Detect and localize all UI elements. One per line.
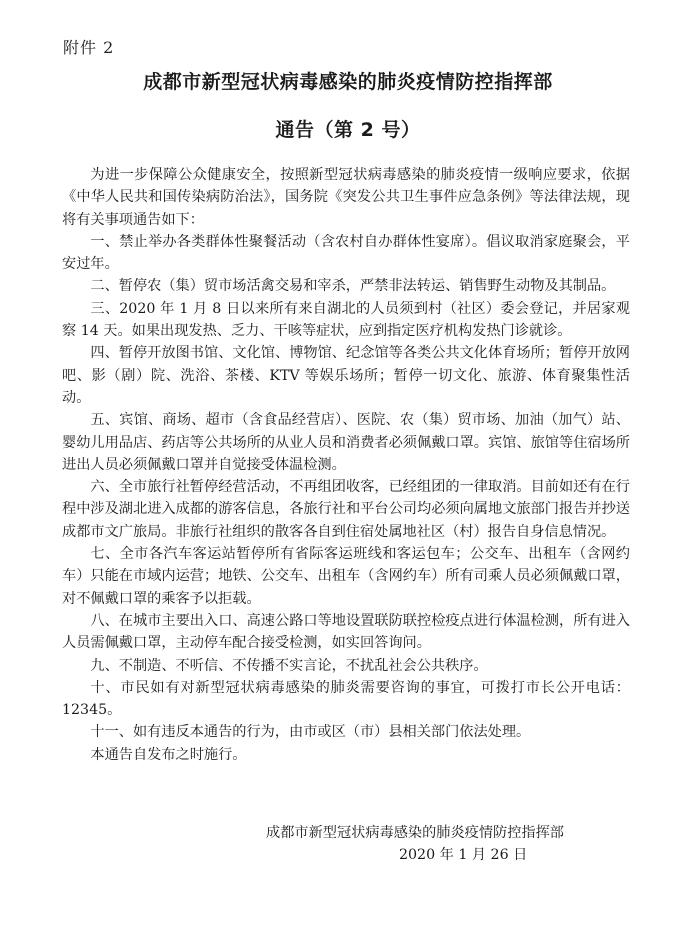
paragraph-item-5: 五、宾馆、商场、超市（含食品经营店）、医院、农（集）贸市场、加油（加气）站、婴幼儿用品店、药店等公共场所的从业人员和消费者必须佩戴口罩。宾馆、旅馆等住宿场所进出人员必须佩戴口罩并自觉接受体温检测。 (62, 412, 630, 473)
paragraph-item-1: 一、禁止举办各类群体性聚餐活动（含农村自办群体性宴席）。倡议取消家庭聚会，平安过年。 (62, 233, 630, 273)
paragraph-item-11: 十一、如有违反本通告的行为，由市或区（市）县相关部门依法处理。 (90, 724, 531, 741)
document-subtitle: 通告（第 2 号） (275, 119, 421, 141)
paragraph-item-10: 十、市民如有对新型冠状病毒感染的肺炎需要咨询的事宜，可拨打市长公开电话：12345。 (62, 679, 630, 719)
paragraph-item-3: 三、2020 年 1 月 8 日以来所有来自湖北的人员须到村（社区）委会登记，并居家观察 14 天。如果出现发热、乏力、干咳等症状，应到指定医疗机构发热门诊就诊。 (62, 300, 630, 340)
signature-block (266, 822, 626, 867)
paragraph-item-6: 六、全市旅行社暂停经营活动，不再组团收客，已经组团的一律取消。目前如还有在行程中涉及湖北进入成都的游客信息，各旅行社和平台公司均必须向属地文旅部门报告并抄送成都市文广旅局。非旅行社组织的散客各自到住宿处属地社区（村）报告自身信息情况。 (62, 479, 630, 540)
signature-organization: 成都市新型冠状病毒感染的肺炎疫情防控指挥部 (266, 825, 564, 841)
signature-date: 2020 年 1 月 26 日 (399, 847, 528, 864)
document-body (62, 164, 630, 766)
paragraph-item-7: 七、全市各汽车客运站暂停所有省际客运班线和客运包车；公交车、出租车（含网约车）只能在市域内运营；地铁、公交车、出租车（含网约车）所有司乘人员必须佩戴口罩，对不佩戴口罩的乘客予以拒载。 (62, 546, 630, 607)
paragraph-item-9: 九、不制造、不听信、不传播不实言论，不扰乱社会公共秩序。 (90, 657, 488, 674)
paragraph-intro: 为进一步保障公众健康安全，按照新型冠状病毒感染的肺炎疫情一级响应要求，依据《中华人民共和国传染病防治法》，国务院《突发公共卫生事件应急条例》等法律法规，现将有关事项通告如下： (62, 167, 630, 228)
paragraph-item-8: 八、在城市主要出入口、高速公路口等地设置联防联控检疫点进行体温检测，所有进入人员需佩戴口罩，主动停车配合接受检测，如实回答询问。 (62, 612, 630, 652)
paragraph-effective: 本通告自发布之时施行。 (90, 746, 247, 763)
paragraph-item-2: 二、暂停农（集）贸市场活禽交易和宰杀，严禁非法转运、销售野生动物及其制品。 (90, 278, 616, 295)
paragraph-item-4: 四、暂停开放图书馆、文化馆、博物馆、纪念馆等各类公共文化体育场所；暂停开放网吧、影（剧）院、洗浴、茶楼、KTV 等娱乐场所；暂停一切文化、旅游、体育聚集性活动。 (62, 345, 630, 406)
attachment-label: 附件 2 (63, 38, 115, 57)
document-title: 成都市新型冠状病毒感染的肺炎疫情防控指挥部 (143, 71, 553, 93)
